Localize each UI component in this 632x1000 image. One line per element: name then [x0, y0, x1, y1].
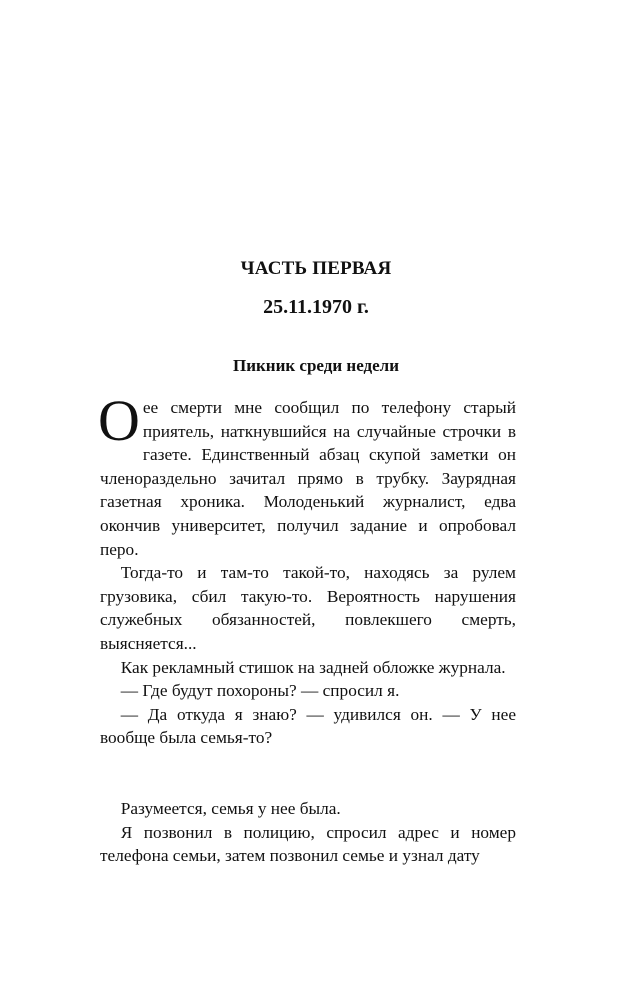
paragraph-7: Я позвонил в полицию, спросил адрес и номер телефона семьи, затем позвонил семье и узнал дату — [100, 822, 516, 866]
drop-cap: О — [98, 388, 140, 453]
paragraph-3: Как рекламный стишок на задней обложке журнала. — [120, 657, 506, 677]
paragraph-1-text: ее смерти мне сообщил по телефону старый приятель, наткнувшийся на случайные строчки в газете. Единственный абзац скупой заметки он членораздельно зачитал прямо в трубку. Заурядная газетная хроника. Молоденький журналист, едва окончив университет, получил задание и опробовал перо. — [100, 398, 516, 559]
paragraph-5: — Да откуда я знаю? — удивился он. — У нее вообще была семья-то? — [100, 704, 516, 748]
paragraph-2: Тогда-то и там-то такой-то, находясь за рулем грузовика, сбил такую-то. Вероятность нарушения служебных обязанностей, повлекшего смерть, выясняется... — [100, 563, 516, 653]
part-title: ЧАСТЬ ПЕРВАЯ — [240, 258, 392, 279]
paragraph-4: — Где будут похороны? — спросил я. — [120, 681, 400, 701]
body-text — [98, 388, 516, 868]
chapter-title: Пикник среди недели — [232, 356, 399, 375]
paragraph-6: Разумеется, семья у нее была. — [120, 798, 341, 818]
paragraph-1 — [98, 388, 516, 561]
date-heading: 25.11.1970 г. — [263, 296, 369, 318]
